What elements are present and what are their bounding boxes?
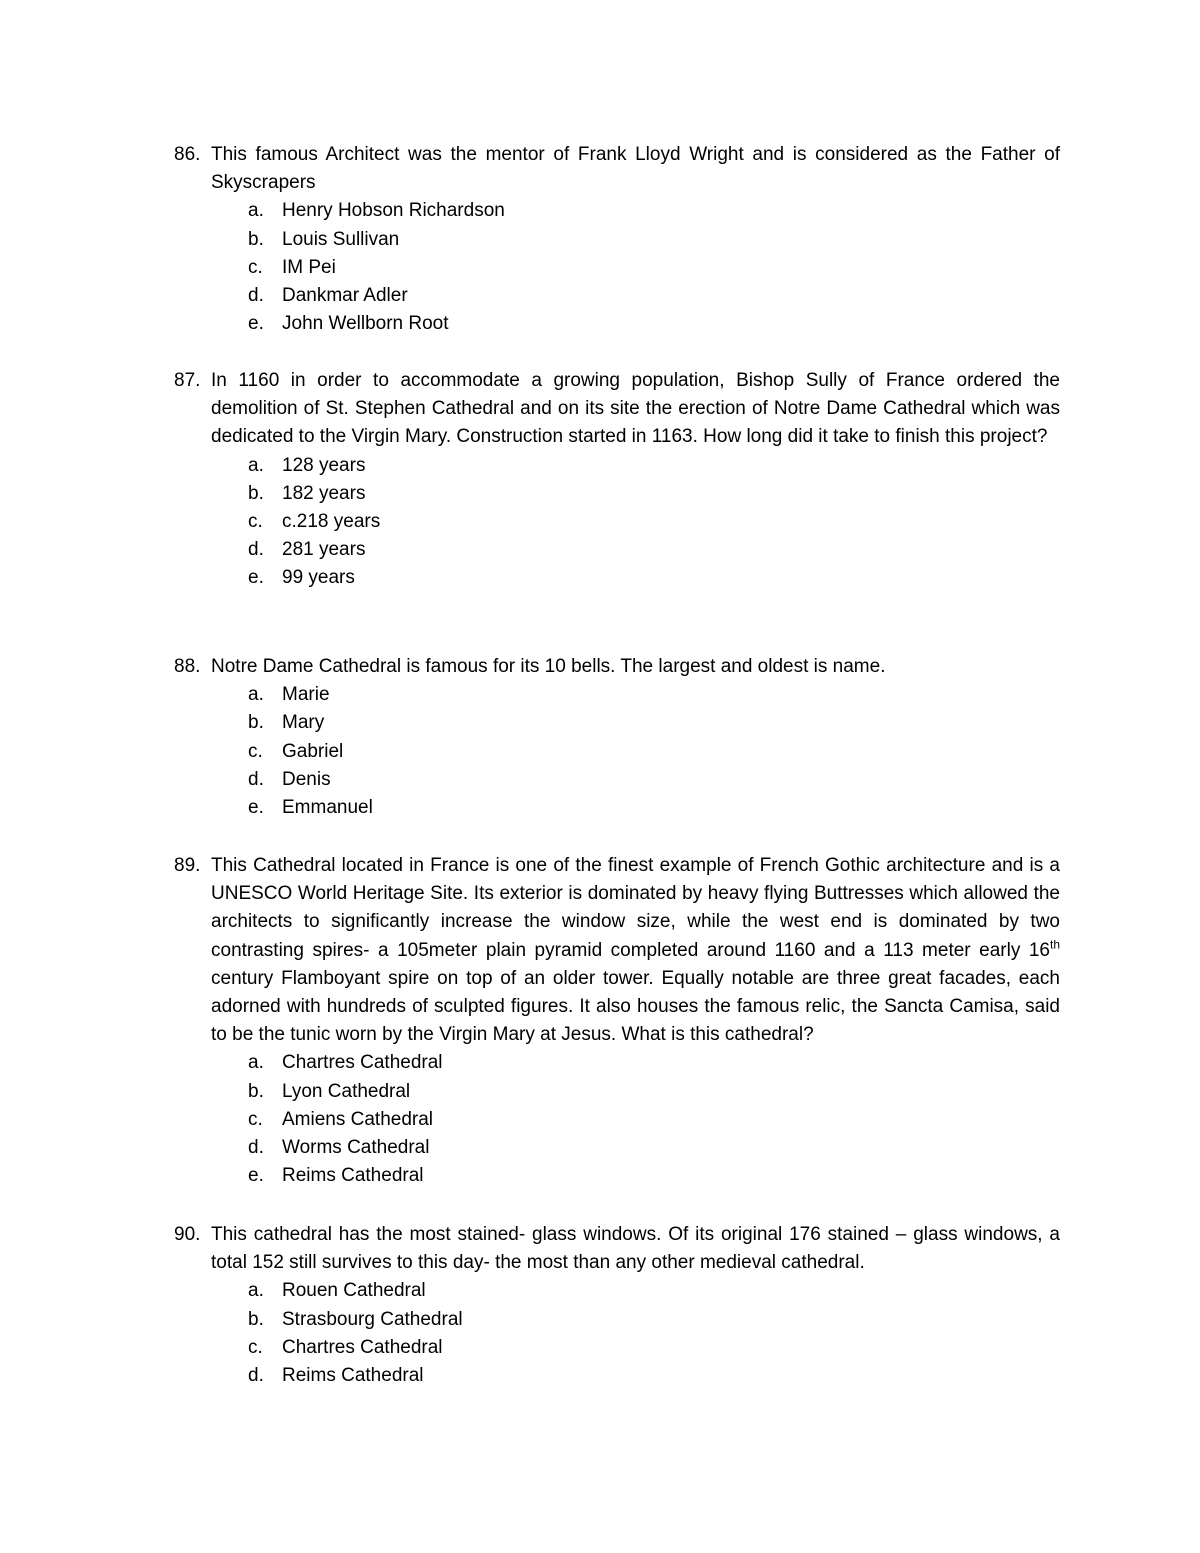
option-letter: a. <box>248 1280 264 1302</box>
option-letter: e. <box>248 313 264 335</box>
option-letter: e. <box>248 567 264 589</box>
option-text: Louis Sullivan <box>282 228 400 250</box>
option-letter: c. <box>248 740 263 762</box>
option-letter: d. <box>248 539 264 561</box>
option-text: Strasbourg Cathedral <box>282 1308 463 1330</box>
option-letter: b. <box>248 228 264 250</box>
answer-option-a <box>174 681 1060 709</box>
answer-option-c <box>174 738 1060 766</box>
option-text: c.218 years <box>282 510 381 532</box>
answer-option-b <box>174 1078 1060 1106</box>
answer-option-b <box>174 709 1060 737</box>
question-90 <box>174 1221 1060 1390</box>
answer-option-e <box>174 1162 1060 1190</box>
option-letter: b. <box>248 1080 264 1102</box>
answer-option-d <box>174 766 1060 794</box>
question-text-part-1: This Cathedral located in France is one of the finest example of French Gothic architecture and is a UNESCO World Heritage Site. Its exterior is dominated by heavy flying Buttresses which allowed the architects to significantly increase the window size, while the west end is dominated by two contrasting spires- a 105meter plain pyramid completed around 1160 and a 113 meter early 16 <box>211 855 1060 961</box>
answer-option-d <box>174 536 1060 564</box>
option-letter: d. <box>248 284 264 306</box>
option-text: 281 years <box>282 539 366 561</box>
question-text <box>211 852 1060 1049</box>
answer-option-e <box>174 564 1060 592</box>
question-stem <box>174 1221 1060 1277</box>
option-letter: e. <box>248 796 264 818</box>
option-text: Emmanuel <box>282 796 373 818</box>
question-text: Notre Dame Cathedral is famous for its 10 bells. The largest and oldest is name. <box>211 656 886 677</box>
ordinal-superscript: th <box>1049 937 1060 952</box>
question-number: 88. <box>174 656 201 677</box>
option-letter: d. <box>248 1364 264 1386</box>
answer-option-e <box>174 310 1060 338</box>
option-letter: c. <box>248 256 263 278</box>
answer-option-c <box>174 508 1060 536</box>
question-89 <box>174 852 1060 1190</box>
option-text: Worms Cathedral <box>282 1136 430 1158</box>
option-text: Amiens Cathedral <box>282 1108 434 1130</box>
question-text-part-2: century Flamboyant spire on top of an older tower. Equally notable are three great facades, each adorned with hundreds of sculpted figures. It also houses the famous relic, the Sancta Camisa, said to be the tunic worn by the Virgin Mary at Jesus. What is this cathedral? <box>211 967 1060 1046</box>
answer-option-d <box>174 282 1060 310</box>
answer-option-a <box>174 452 1060 480</box>
option-text: Rouen Cathedral <box>282 1280 426 1302</box>
question-87 <box>174 367 1060 593</box>
question-stem <box>174 852 1060 1049</box>
answer-option-b <box>174 1306 1060 1334</box>
answer-options <box>174 1049 1060 1190</box>
option-letter: d. <box>248 1136 264 1158</box>
option-letter: c. <box>248 1336 263 1358</box>
option-letter: b. <box>248 1308 264 1330</box>
option-text: Chartres Cathedral <box>282 1336 443 1358</box>
question-number: 86. <box>174 144 201 165</box>
option-letter: c. <box>248 1108 263 1130</box>
answer-option-c <box>174 1106 1060 1134</box>
answer-options <box>174 1277 1060 1390</box>
answer-option-c <box>174 254 1060 282</box>
question-text: In 1160 in order to accommodate a growing population, Bishop Sully of France ordered the demolition of St. Stephen Cathedral and on its site the erection of Notre Dame Cathedral which was dedicated to the Virgin Mary. Construction started in 1163. How long did it take to finish this project? <box>211 370 1060 448</box>
option-letter: a. <box>248 454 264 476</box>
answer-option-a <box>174 1277 1060 1305</box>
option-text: 128 years <box>282 454 366 476</box>
question-stem <box>174 141 1060 197</box>
answer-option-d <box>174 1134 1060 1162</box>
option-letter: b. <box>248 482 264 504</box>
answer-option-d <box>174 1362 1060 1390</box>
option-text: Denis <box>282 768 331 790</box>
option-text: Reims Cathedral <box>282 1165 424 1187</box>
question-number: 89. <box>174 855 201 876</box>
answer-options <box>174 197 1060 338</box>
answer-option-e <box>174 794 1060 822</box>
option-letter: a. <box>248 1052 264 1074</box>
answer-options <box>174 681 1060 822</box>
option-letter: d. <box>248 768 264 790</box>
option-letter: c. <box>248 510 263 532</box>
option-text: Mary <box>282 712 325 734</box>
question-text: This cathedral has the most stained- glass windows. Of its original 176 stained – glass windows, a total 152 still survives to this day- the most than any other medieval cathedral. <box>211 1224 1060 1274</box>
question-text: This famous Architect was the mentor of Frank Lloyd Wright and is considered as the Father of Skyscrapers <box>211 144 1060 194</box>
question-stem <box>174 367 1060 452</box>
option-text: John Wellborn Root <box>282 313 449 335</box>
option-text: IM Pei <box>282 256 336 278</box>
option-text: Dankmar Adler <box>282 284 408 306</box>
answer-option-b <box>174 226 1060 254</box>
question-number: 87. <box>174 370 201 391</box>
question-number: 90. <box>174 1224 201 1245</box>
question-stem <box>174 653 1060 681</box>
option-text: 182 years <box>282 482 366 504</box>
option-letter: a. <box>248 200 264 222</box>
option-text: Henry Hobson Richardson <box>282 200 505 222</box>
question-88 <box>174 653 1060 822</box>
option-text: 99 years <box>282 567 355 589</box>
option-text: Gabriel <box>282 740 344 762</box>
option-text: Marie <box>282 684 330 706</box>
answer-option-a <box>174 1049 1060 1077</box>
option-letter: e. <box>248 1165 264 1187</box>
question-86 <box>174 141 1060 338</box>
option-letter: b. <box>248 712 264 734</box>
answer-option-c <box>174 1334 1060 1362</box>
answer-options <box>174 452 1060 593</box>
answer-option-a <box>174 197 1060 225</box>
option-text: Chartres Cathedral <box>282 1052 443 1074</box>
option-text: Reims Cathedral <box>282 1364 424 1386</box>
option-letter: a. <box>248 684 264 706</box>
answer-option-b <box>174 480 1060 508</box>
option-text: Lyon Cathedral <box>282 1080 411 1102</box>
